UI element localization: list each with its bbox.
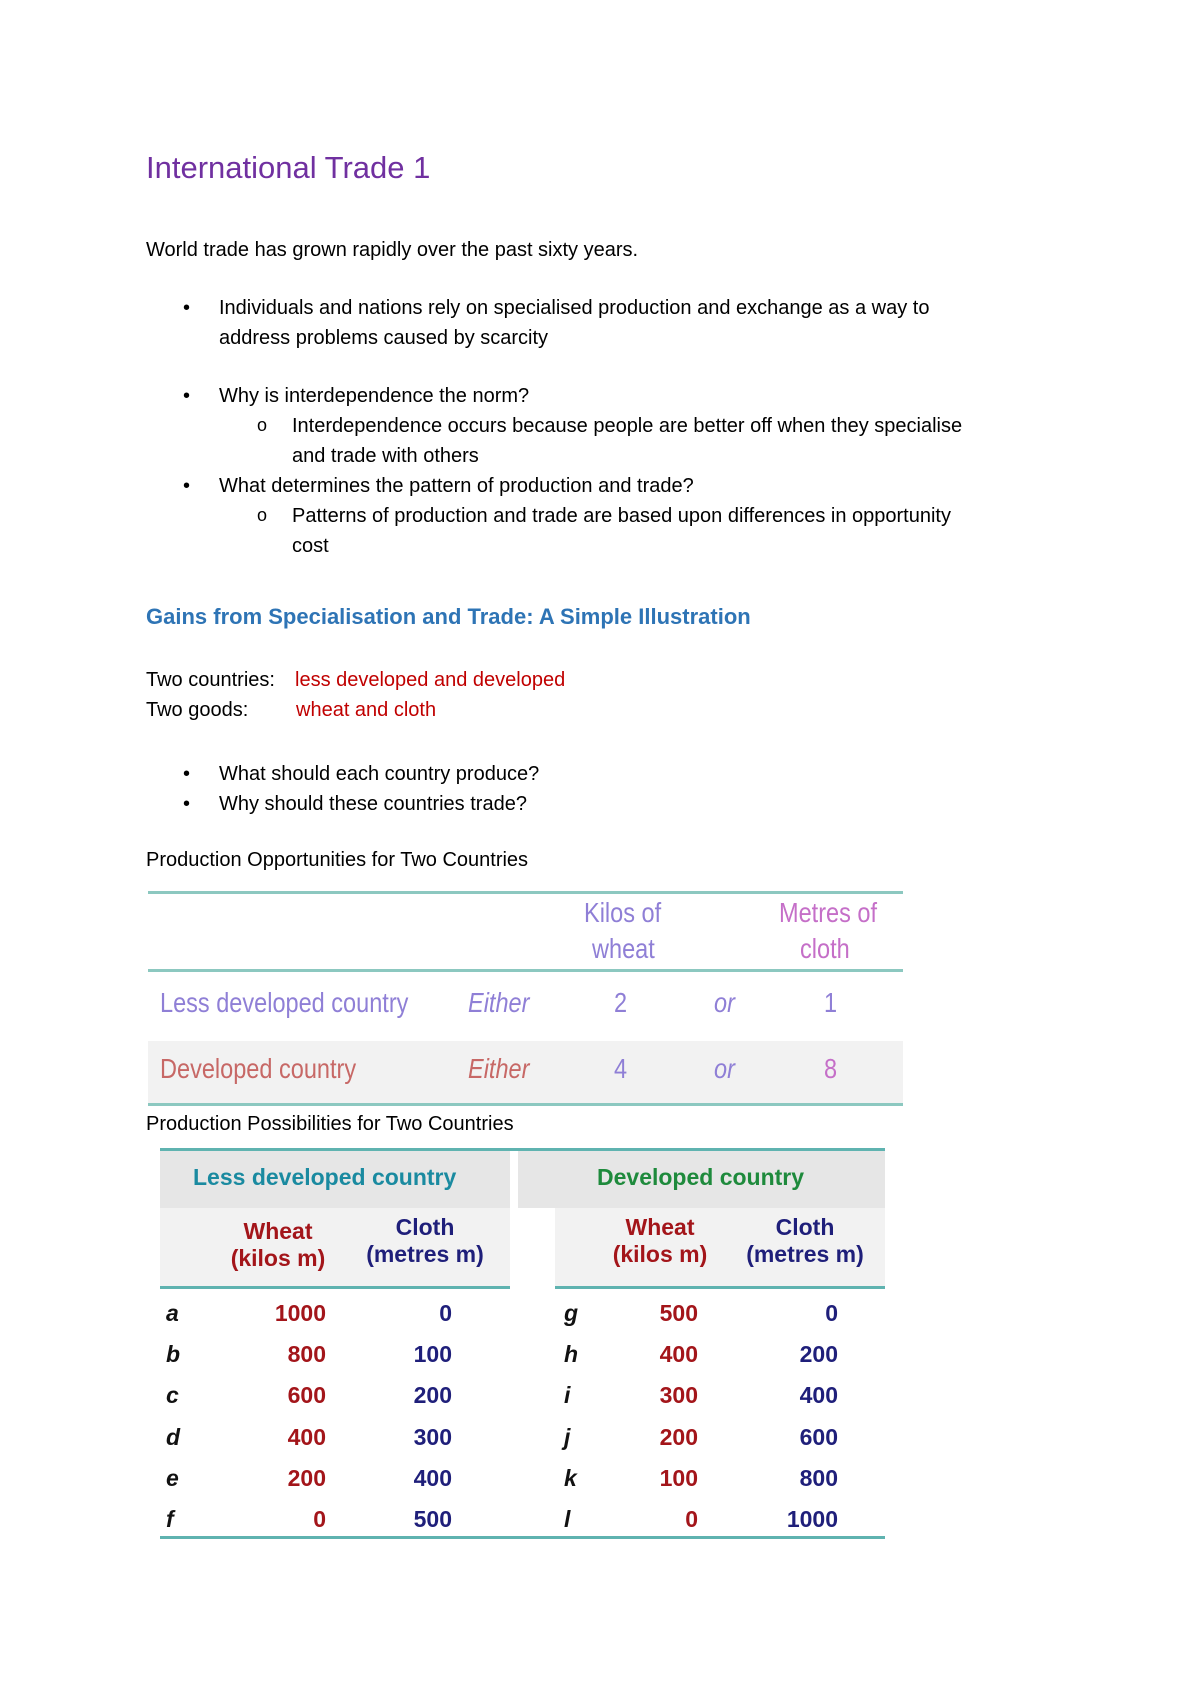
list-item-text: address problems caused by scarcity [219,327,549,349]
cloth-value: 1000 [786,1506,838,1532]
wheat-value: 800 [287,1341,326,1367]
wheat-value: 2 [614,987,628,1018]
sub-list-item-text: cost [292,535,329,557]
production-opportunities-table [148,891,903,1109]
country-name: Less developed country [160,987,409,1018]
cloth-value: 600 [799,1424,838,1450]
two-countries-line [146,669,566,692]
row-label: l [564,1506,571,1532]
page-title: International Trade 1 [146,150,431,185]
list-item-text: What determines the pattern of production and trade? [219,475,694,497]
row-label: j [564,1424,571,1450]
right-cloth-header [730,1214,880,1268]
row-label: c [166,1382,179,1408]
two-countries-label: Two countries: [146,669,275,691]
sub-list-item-text: Patterns of production and trade are based upon differences in opportunity [292,505,951,527]
sub-list-item [146,501,1046,561]
row-label: b [166,1341,181,1367]
left-country-title: Less developed country [193,1164,457,1190]
sub-list-item [146,411,1046,471]
cloth-value: 1 [824,987,838,1018]
header-text: Wheat [243,1218,313,1244]
list-item [146,789,539,819]
list-item-text: Why is interdependence the norm? [219,385,530,407]
section-heading: Gains from Specialisation and Trade: A Simple Illustration [146,604,751,629]
row-label: f [166,1506,174,1532]
header-text: (metres m) [746,1241,864,1267]
header-wheat: Kilos of [584,897,662,928]
bullet-icon: • [183,297,191,319]
wheat-value: 200 [659,1424,698,1450]
wheat-value: 4 [614,1053,628,1084]
two-goods-line [146,699,437,722]
either-label: Either [468,987,530,1018]
or-label: or [714,1053,735,1084]
bullet-icon: • [183,793,191,815]
country-name: Developed country [160,1053,357,1084]
list-item-text: Individuals and nations rely on specialised production and exchange as a way to [219,297,930,319]
sub-bullet-icon: o [257,505,268,525]
header-wheat: wheat [592,933,655,964]
list-item [146,293,1046,353]
row-label: g [564,1300,579,1326]
left-wheat-header [218,1218,338,1272]
list-item [146,381,1046,411]
cloth-value: 400 [413,1465,452,1491]
wheat-value: 600 [287,1382,326,1408]
bullet-list [146,293,1046,561]
header-text: Cloth [775,1214,835,1240]
row-label: e [166,1465,179,1491]
either-label: Either [468,1053,530,1084]
cloth-value: 800 [799,1465,838,1491]
list-item [146,759,539,789]
intro-paragraph: World trade has grown rapidly over the past sixty years. [146,239,639,261]
header-text: (kilos m) [612,1241,708,1267]
bullet-icon: • [183,385,191,407]
question-list [146,759,539,819]
wheat-value: 0 [685,1506,698,1532]
cloth-value: 0 [439,1300,452,1326]
header-text: (kilos m) [230,1245,326,1271]
cloth-value: 100 [413,1341,452,1367]
row-label: a [166,1300,179,1326]
cloth-value: 200 [799,1341,838,1367]
wheat-value: 0 [313,1506,326,1532]
cloth-value: 200 [413,1382,452,1408]
right-country-title: Developed country [597,1164,805,1190]
sub-list-item-text: and trade with others [292,445,479,467]
list-item [146,471,1046,501]
wheat-value: 400 [287,1424,326,1450]
sub-bullet-icon: o [257,415,268,435]
header-text: Cloth [395,1214,455,1240]
cloth-value: 500 [413,1506,452,1532]
right-wheat-header [600,1214,720,1268]
header-cloth: cloth [800,933,850,964]
cloth-value: 400 [799,1382,838,1408]
header-text: (metres m) [366,1241,484,1267]
or-label: or [714,987,735,1018]
bullet-icon: • [183,475,191,497]
cloth-value: 0 [825,1300,838,1326]
wheat-value: 100 [659,1465,698,1491]
cloth-value: 300 [413,1424,452,1450]
table2-caption: Production Possibilities for Two Countries [146,1113,514,1135]
wheat-value: 1000 [274,1300,326,1326]
sub-list-item-text: Interdependence occurs because people are better off when they specialise [292,415,963,437]
bullet-icon: • [183,763,191,785]
row-label: i [564,1382,571,1408]
wheat-value: 300 [659,1382,698,1408]
header-cloth: Metres of [779,897,878,928]
two-goods-value: wheat and cloth [296,699,437,721]
two-countries-value: less developed and developed [295,669,566,691]
header-text: Wheat [625,1214,695,1240]
row-label: h [564,1341,579,1367]
left-cloth-header [350,1214,500,1268]
row-label: k [564,1465,577,1491]
wheat-value: 400 [659,1341,698,1367]
cloth-value: 8 [824,1053,838,1084]
wheat-value: 200 [287,1465,326,1491]
row-label: d [166,1424,181,1450]
two-goods-label: Two goods: [146,699,249,721]
production-possibilities-table [160,1148,885,1538]
table1-caption: Production Opportunities for Two Countries [146,849,529,871]
wheat-value: 500 [659,1300,698,1326]
list-item-text: What should each country produce? [219,763,540,785]
list-item-text: Why should these countries trade? [219,793,527,815]
